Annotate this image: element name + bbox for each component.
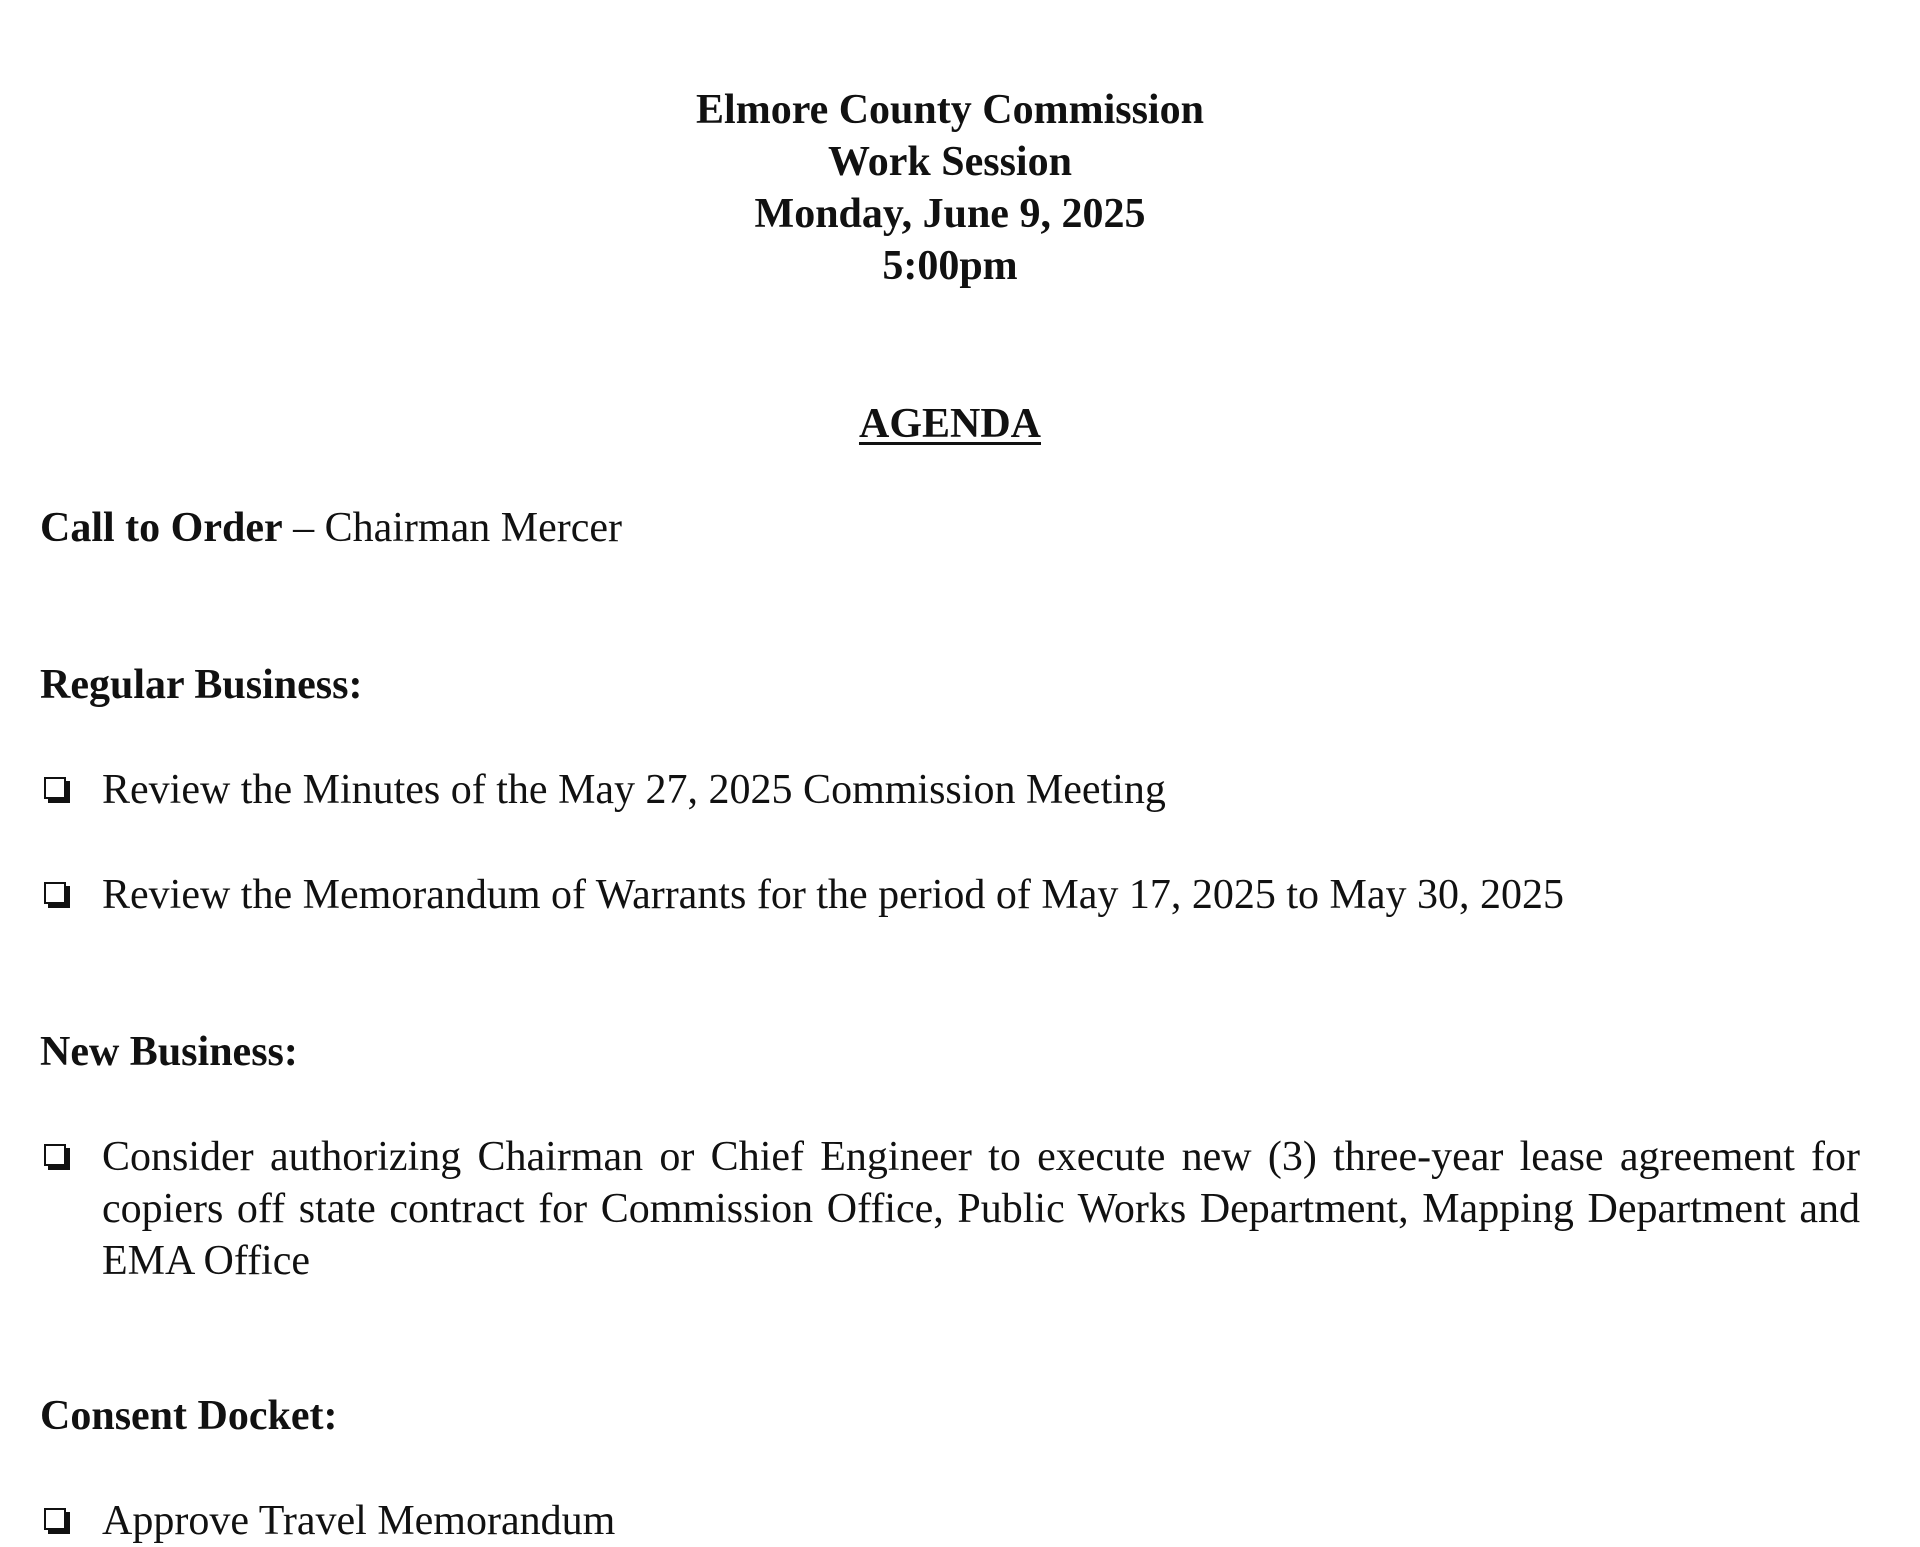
checkbox-icon [44, 882, 66, 904]
regular-business-item [40, 869, 1860, 921]
call-to-order-separator: – [282, 505, 325, 551]
document-header [0, 84, 1900, 292]
checkbox-icon [44, 777, 66, 799]
agenda-item-text: Approve Travel Memorandum [102, 1498, 616, 1544]
new-business-item [40, 1131, 1860, 1287]
regular-business-heading: Regular Business: [40, 662, 363, 708]
meeting-type: Work Session [828, 139, 1072, 185]
agenda-item-text: Consider authorizing Chairman or Chief Engineer to execute new (3) three-year lease agreement for copiers off state contract for Commission Office, Public Works Department, Mapping Department and EMA Office [102, 1134, 1860, 1284]
consent-docket-heading: Consent Docket: [40, 1393, 338, 1439]
call-to-order-presider: Chairman Mercer [324, 505, 622, 551]
regular-business-item [40, 764, 1860, 816]
call-to-order-label: Call to Order [40, 505, 283, 551]
agenda-item-text: Review the Memorandum of Warrants for the period of May 17, 2025 to May 30, 2025 [102, 872, 1565, 918]
call-to-order [40, 502, 622, 554]
new-business-heading: New Business: [40, 1029, 298, 1075]
agenda-title: AGENDA [858, 401, 1041, 447]
meeting-time: 5:00pm [882, 243, 1018, 289]
meeting-date: Monday, June 9, 2025 [754, 191, 1146, 237]
organization-name: Elmore County Commission [696, 87, 1204, 133]
consent-docket-item [40, 1495, 1860, 1547]
agenda-item-text: Review the Minutes of the May 27, 2025 Commission Meeting [102, 767, 1166, 813]
checkbox-icon [44, 1144, 66, 1166]
checkbox-icon [44, 1508, 66, 1530]
